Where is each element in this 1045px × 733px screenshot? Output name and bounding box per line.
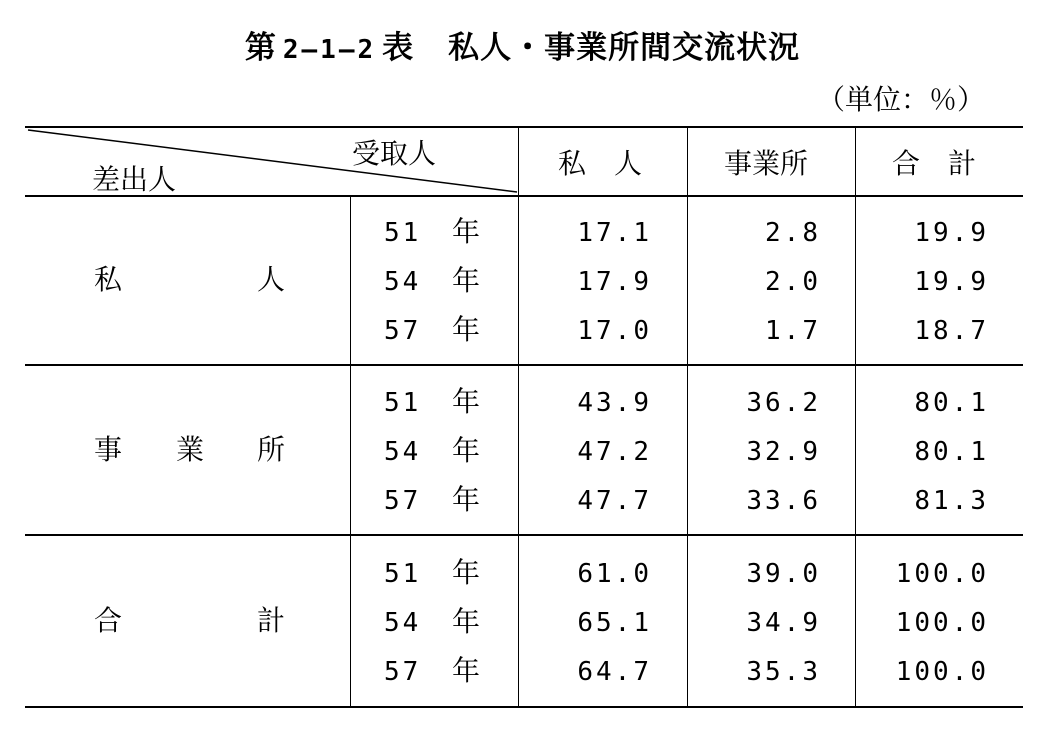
value-total: 100.0	[895, 657, 989, 687]
unit-label: （単位：％）	[816, 83, 985, 116]
value-business: 32.9	[746, 437, 821, 467]
year-cell: 57	[384, 657, 422, 687]
title-name: 私人・事業所間交流状況	[448, 30, 801, 66]
value-total: 80.1	[914, 388, 989, 418]
value-total: 100.0	[895, 559, 989, 589]
group-label-business-right: 所	[257, 433, 286, 466]
year-cell: 57	[384, 316, 422, 346]
group-label-private-left: 私	[94, 263, 123, 296]
group-label-private-right: 人	[257, 263, 286, 296]
value-total: 81.3	[914, 486, 989, 516]
value-business: 33.6	[746, 486, 821, 516]
year-cell: 51	[384, 559, 422, 589]
group-label-total-right: 計	[257, 604, 286, 637]
year-unit: 年	[452, 556, 481, 589]
group-label-business-mid: 業	[176, 433, 205, 466]
value-private: 17.0	[577, 316, 652, 346]
year-unit: 年	[452, 605, 481, 638]
value-private: 47.2	[577, 437, 652, 467]
value-private: 61.0	[577, 559, 652, 589]
year-cell: 51	[384, 388, 422, 418]
value-private: 17.1	[577, 218, 652, 248]
year-cell: 54	[384, 267, 422, 297]
value-business: 1.7	[765, 316, 821, 346]
value-business: 35.3	[746, 657, 821, 687]
year-cell: 54	[384, 437, 422, 467]
value-business: 2.8	[765, 218, 821, 248]
value-private: 47.7	[577, 486, 652, 516]
value-business: 39.0	[746, 559, 821, 589]
value-private: 65.1	[577, 608, 652, 638]
title-number: 2―1―2	[282, 35, 377, 65]
year-unit: 年	[452, 313, 481, 346]
year-cell: 54	[384, 608, 422, 638]
year-unit: 年	[452, 264, 481, 297]
header-col-total: 合 計	[892, 147, 977, 180]
header-col-business: 事業所	[724, 147, 809, 180]
header-col-private: 私 人	[558, 147, 643, 180]
title-prefix: 第	[244, 30, 277, 66]
value-private: 64.7	[577, 657, 652, 687]
header-sender: 差出人	[92, 163, 177, 196]
group-label-total-left: 合	[94, 604, 123, 637]
year-unit: 年	[452, 654, 481, 687]
value-total: 19.9	[914, 267, 989, 297]
value-total: 80.1	[914, 437, 989, 467]
year-cell: 51	[384, 218, 422, 248]
group-label-business-left: 事	[94, 433, 123, 466]
value-business: 2.0	[765, 267, 821, 297]
value-total: 100.0	[895, 608, 989, 638]
value-private: 17.9	[577, 267, 652, 297]
value-private: 43.9	[577, 388, 652, 418]
header-receiver: 受取人	[352, 137, 437, 170]
year-cell: 57	[384, 486, 422, 516]
year-unit: 年	[452, 483, 481, 516]
value-business: 36.2	[746, 388, 821, 418]
value-total: 18.7	[914, 316, 989, 346]
year-unit: 年	[452, 215, 481, 248]
year-unit: 年	[452, 434, 481, 467]
value-business: 34.9	[746, 608, 821, 638]
title-suffix: 表	[382, 30, 415, 66]
value-total: 19.9	[914, 218, 989, 248]
year-unit: 年	[452, 385, 481, 418]
